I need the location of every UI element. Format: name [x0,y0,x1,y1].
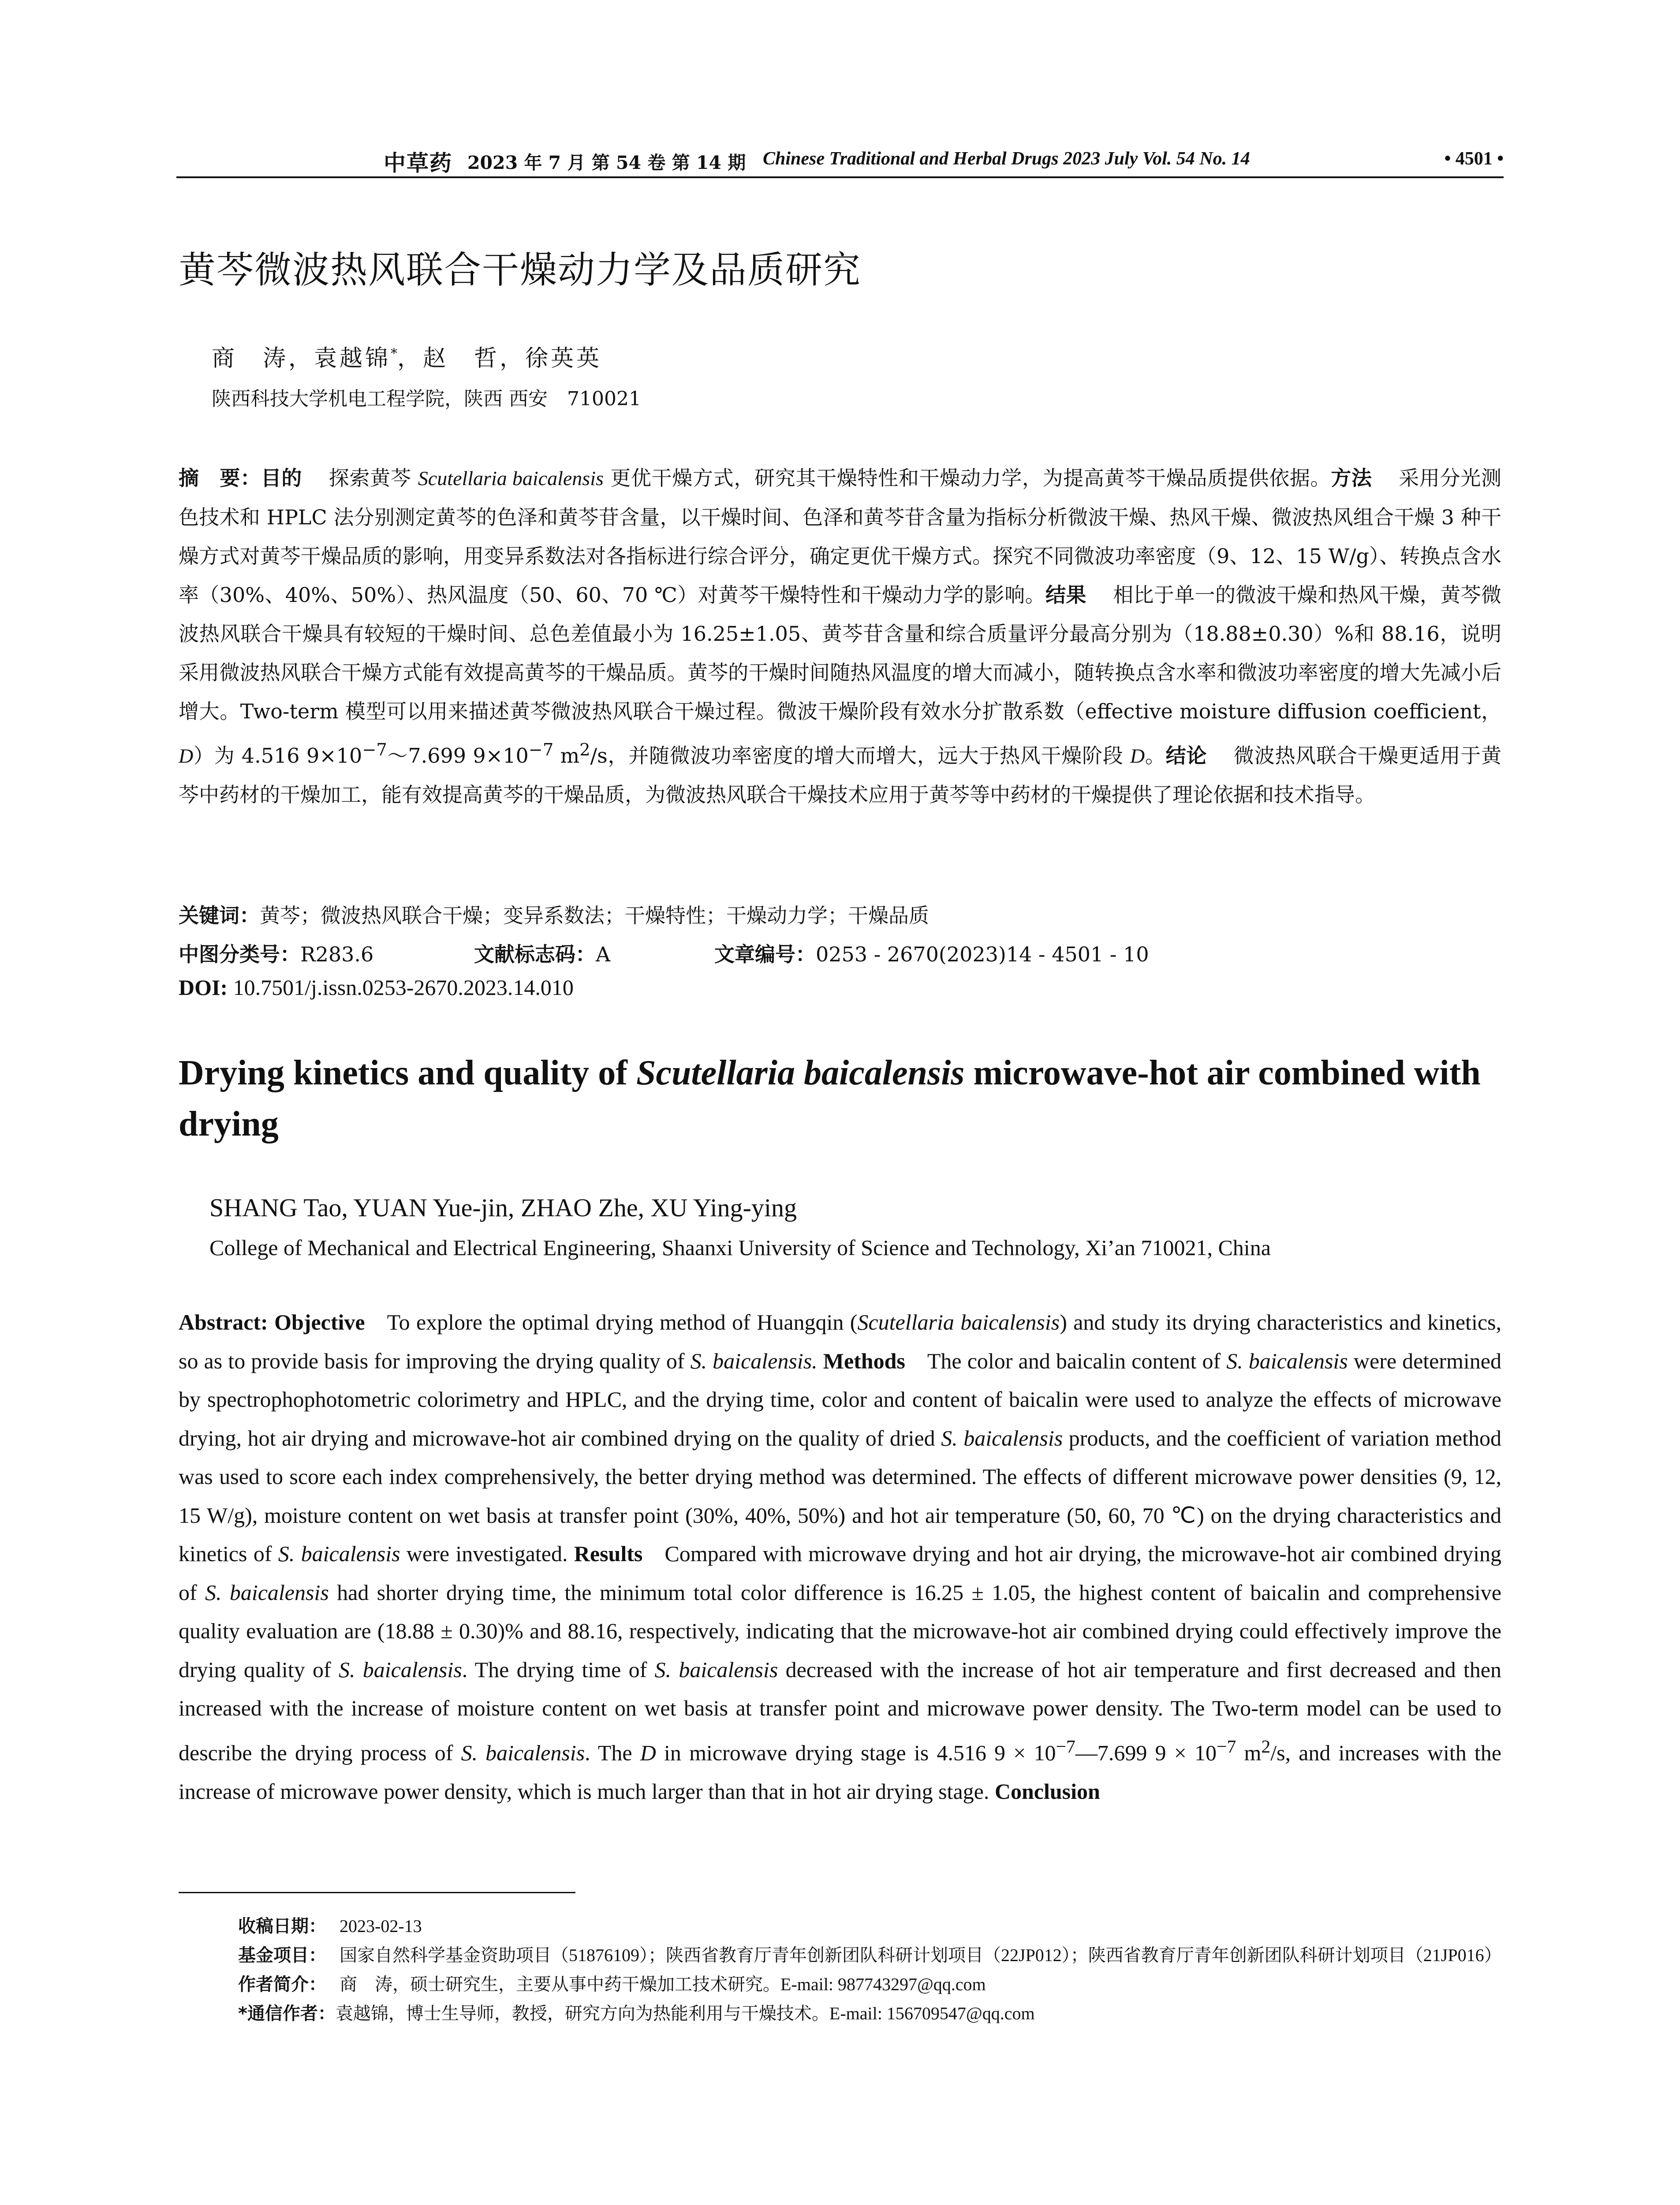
results-label: Results [574,1541,643,1566]
methods-label: Methods [823,1348,905,1373]
abstract-objective-label: Abstract: Objective [179,1310,365,1334]
results-text-5: . The [585,1740,640,1765]
species-abbrev: S. baicalensis [654,1657,778,1682]
results-text-7: —7.699 9 × 10 [1075,1740,1217,1765]
species-abbrev: S. baicalensis [461,1740,585,1765]
methods-text: 采用分光测色技术和 HPLC 法分别测定黄芩的色泽和黄芩苷含量，以干燥时间、色泽和黄芩苷含量为指标分析微波干燥、热风干燥、微波热风组合干燥 3 种干燥方式对黄芩干燥品质的影响，用变异系数法对各指标进行综合评分，确定更优干燥方式。探究不同微波功率密度（9、12、15 W/g）、转换点含水率（30%、40%、50%）、热风温度（50、60、70 ℃）对黄芩干燥特性和干燥动力学的影响。 [179,466,1502,607]
exponent: 2 [579,740,590,760]
english-authors: SHANG Tao, YUAN Yue-jin, ZHAO Zhe, XU Ying-ying [209,1193,797,1222]
keywords-line [179,900,929,929]
bio-label: 作者简介： [238,1974,326,1995]
results-text-4: m [553,744,580,768]
english-affiliation: College of Mechanical and Electrical Engineering, Shaanxi University of Science and Technology, Xi’an 710021, China [209,1235,1271,1260]
footnotes [238,1912,1504,2028]
journal-logo: 中草药 [384,150,452,176]
document-code [474,938,610,968]
symbol-d: D [179,744,194,767]
author-names-1: 商 涛，袁越锦 [212,345,391,372]
species-abbrev: S. baicalensis [1226,1348,1348,1373]
keywords-text: 黄芩；微波热风联合干燥；变异系数法；干燥特性；干燥动力学；干燥品质 [260,904,929,927]
results-text-2: ）为 4.516 9×10 [193,744,362,768]
doi-value[interactable]: 10.7501/j.issn.0253-2670.2023.14.010 [233,975,574,1000]
corresponding-mark: * [391,346,398,362]
methods-text-2: were determined by spectrophophotometric colorimetry and HPLC, and the drying time, color and content of baicalin were used to analyze the effects of microwave drying, hot air drying and microwave-hot air combined drying on the quality of dried [179,1348,1502,1450]
exponent: 2 [1261,1736,1271,1757]
objective-text-2: ) and study its drying characteristics and kinetics, so as to provide basis for improving the drying quality of [179,1310,1501,1373]
methods-text-1: The color and baicalin content of [927,1348,1227,1373]
doi-line [179,975,574,1000]
symbol-d: D [1130,744,1145,767]
objective-text-2: 更优干燥方式，研究其干燥特性和干燥动力学，为提高黄芩干燥品质提供依据。 [603,466,1331,490]
results-text-9: /s, and increases with the increase of microwave power density, which is much larger than that in hot air drying stage. [179,1740,1502,1804]
results-text-5: /s，并随微波功率密度的增大而增大，远大于热风干燥阶段 [590,744,1130,768]
fund-info [238,1941,1504,1970]
chinese-authors [212,340,602,373]
results-text-2: had shorter drying time, the minimum total color difference is 16.25 ± 1.05, the highest content of baicalin and comprehensive quality evaluation are (18.88 ± 0.30)% and 88.16, respectively, indicating that the microwave-hot air combined drying could effectively improve the drying quality of [179,1580,1501,1682]
chinese-affiliation: 陕西科技大学机电工程学院，陕西 西安 710021 [212,388,641,410]
objective-text-1: 探索黄芩 [329,466,418,490]
doi-label: DOI: [179,975,228,1000]
english-abstract [179,1303,1501,1811]
conclusion-text: 微波热风联合干燥更适用于黄芩中药材的干燥加工，能有效提高黄芩的干燥品质，为微波热风联合干燥技术应用于黄芩等中药材的干燥提供了理论依据和技术指导。 [179,744,1502,807]
species-name: Scutellaria baicalensis [418,467,604,490]
exponent: −7 [1216,1736,1236,1757]
corr-value: 袁越锦，博士生导师，教授，研究方向为热能利用与干燥技术。E-mail: 156709547@qq.com [335,2003,1035,2023]
issue-info-cn: 2023 年 7 月 第 54 卷 第 14 期 [467,152,746,173]
results-label: 结果 [1045,583,1086,607]
chinese-title: 黄芩微波热风联合干燥动力学及品质研究 [179,248,862,292]
results-text-4: decreased with the increase of hot air temperature and first decreased and then increased with the increase of moisture content on wet basis at transfer point and microwave power density. The Two-term model can be used to describe the drying process of [179,1657,1501,1765]
abstract-label: 摘 要： [179,466,261,490]
issue-info-en: Chinese Traditional and Herbal Drugs 2023 July Vol. 54 No. 14 [763,149,1250,169]
received-value: 2023-02-13 [340,1916,422,1936]
objective-label: 目的 [261,466,302,490]
methods-label: 方法 [1331,466,1372,490]
bio-value: 商 涛，硕士研究生，主要从事中药干燥加工技术研究。E-mail: 987743297@qq.com [340,1974,986,1994]
fund-label: 基金项目： [238,1945,326,1966]
doc-code-value: A [596,942,611,966]
species-name: Scutellaria baicalensis [857,1310,1060,1334]
species-abbrev: S. baicalensis [278,1541,400,1566]
results-text-1: 相比于单一的微波干燥和热风干燥，黄芩微波热风联合干燥具有较短的干燥时间、总色差值最小为 16.25±1.05、黄芩苷含量和综合质量评分最高分别为（18.88±0.30）%和 88.16，说明采用微波热风联合干燥方式能有效提高黄芩的干燥品质。黄芩的干燥时间随热风温度的增大而减小，随转换点含水率和微波功率密度的增大先减小后增大。Two-term 模型可以用来描述黄芩微波热风联合干燥过程。微波干燥阶段有效水分扩散系数（effective moisture diffusion coefficient， [179,583,1502,723]
corresponding-author [238,1999,1504,2028]
results-text-3: . The drying time of [462,1657,655,1682]
exponent: −7 [362,740,387,760]
doc-code-label: 文献标志码： [474,942,596,966]
english-title-species: Scutellaria baicalensis [636,1054,965,1092]
footnote-rule [179,1892,575,1893]
conclusion-label: 结论 [1165,744,1207,768]
results-text-8: m [1236,1740,1262,1765]
results-text-1: Compared with microwave drying and hot air drying, the microwave-hot air combined drying of [179,1541,1501,1605]
methods-text-3: products, and the coefficient of variation method was used to score each index comprehensively, the better drying method was determined. The effects of different microwave power densities (9, 12, 15 W/g), moisture content on wet basis at transfer point (30%, 40%, 50%) and hot air temperature (50, 60, 70 ℃) on the drying characteristics and kinetics of [179,1425,1501,1566]
species-abbrev: S. baicalensis [338,1657,462,1682]
methods-text-4: were investigated. [400,1541,568,1566]
fund-value: 国家自然科学基金资助项目（51876109）；陕西省教育厅青年创新团队科研计划项目（22JP012）；陕西省教育厅青年创新团队科研计划项目（21JP016） [340,1945,1502,1965]
author-bio [238,1970,1504,1999]
article-no-value: 0253 - 2670(2023)14 - 4501 - 10 [816,942,1149,966]
objective-text-1: To explore the optimal drying method of Huangqin ( [387,1310,858,1334]
species-abbrev: S. baicalensis [941,1425,1063,1450]
results-text-6: 。 [1145,744,1166,768]
symbol-d: D [640,1740,656,1765]
article-number [714,938,1149,968]
received-date [238,1912,1504,1941]
results-text-3: ～7.699 9×10 [387,744,529,768]
exponent: −7 [528,740,554,760]
corr-label: *通信作者： [238,2003,336,2024]
conclusion-label: Conclusion [994,1779,1100,1804]
chinese-abstract [179,459,1501,814]
running-header [176,146,1504,176]
classification-line [179,938,373,968]
species-abbrev: S. baicalensis [205,1580,329,1605]
header-rule [176,176,1504,178]
article-no-label: 文章编号： [714,942,816,966]
clc-value: R283.6 [300,942,374,966]
species-abbrev: S. baicalensis. [690,1348,818,1373]
results-text-6: in microwave drying stage is 4.516 9 × 10 [656,1740,1056,1765]
english-title-1: Drying kinetics and quality of [179,1054,636,1092]
received-label: 收稿日期： [238,1916,326,1936]
english-title [179,1047,1501,1150]
english-title-2: microwave-hot air combined with drying [179,1054,1481,1144]
keywords-label: 关键词： [179,904,260,927]
clc-label: 中图分类号： [179,942,300,966]
page-number: • 4501 • [1444,149,1504,169]
author-names-2: ，赵 哲，徐英英 [397,345,602,372]
exponent: −7 [1056,1736,1075,1757]
